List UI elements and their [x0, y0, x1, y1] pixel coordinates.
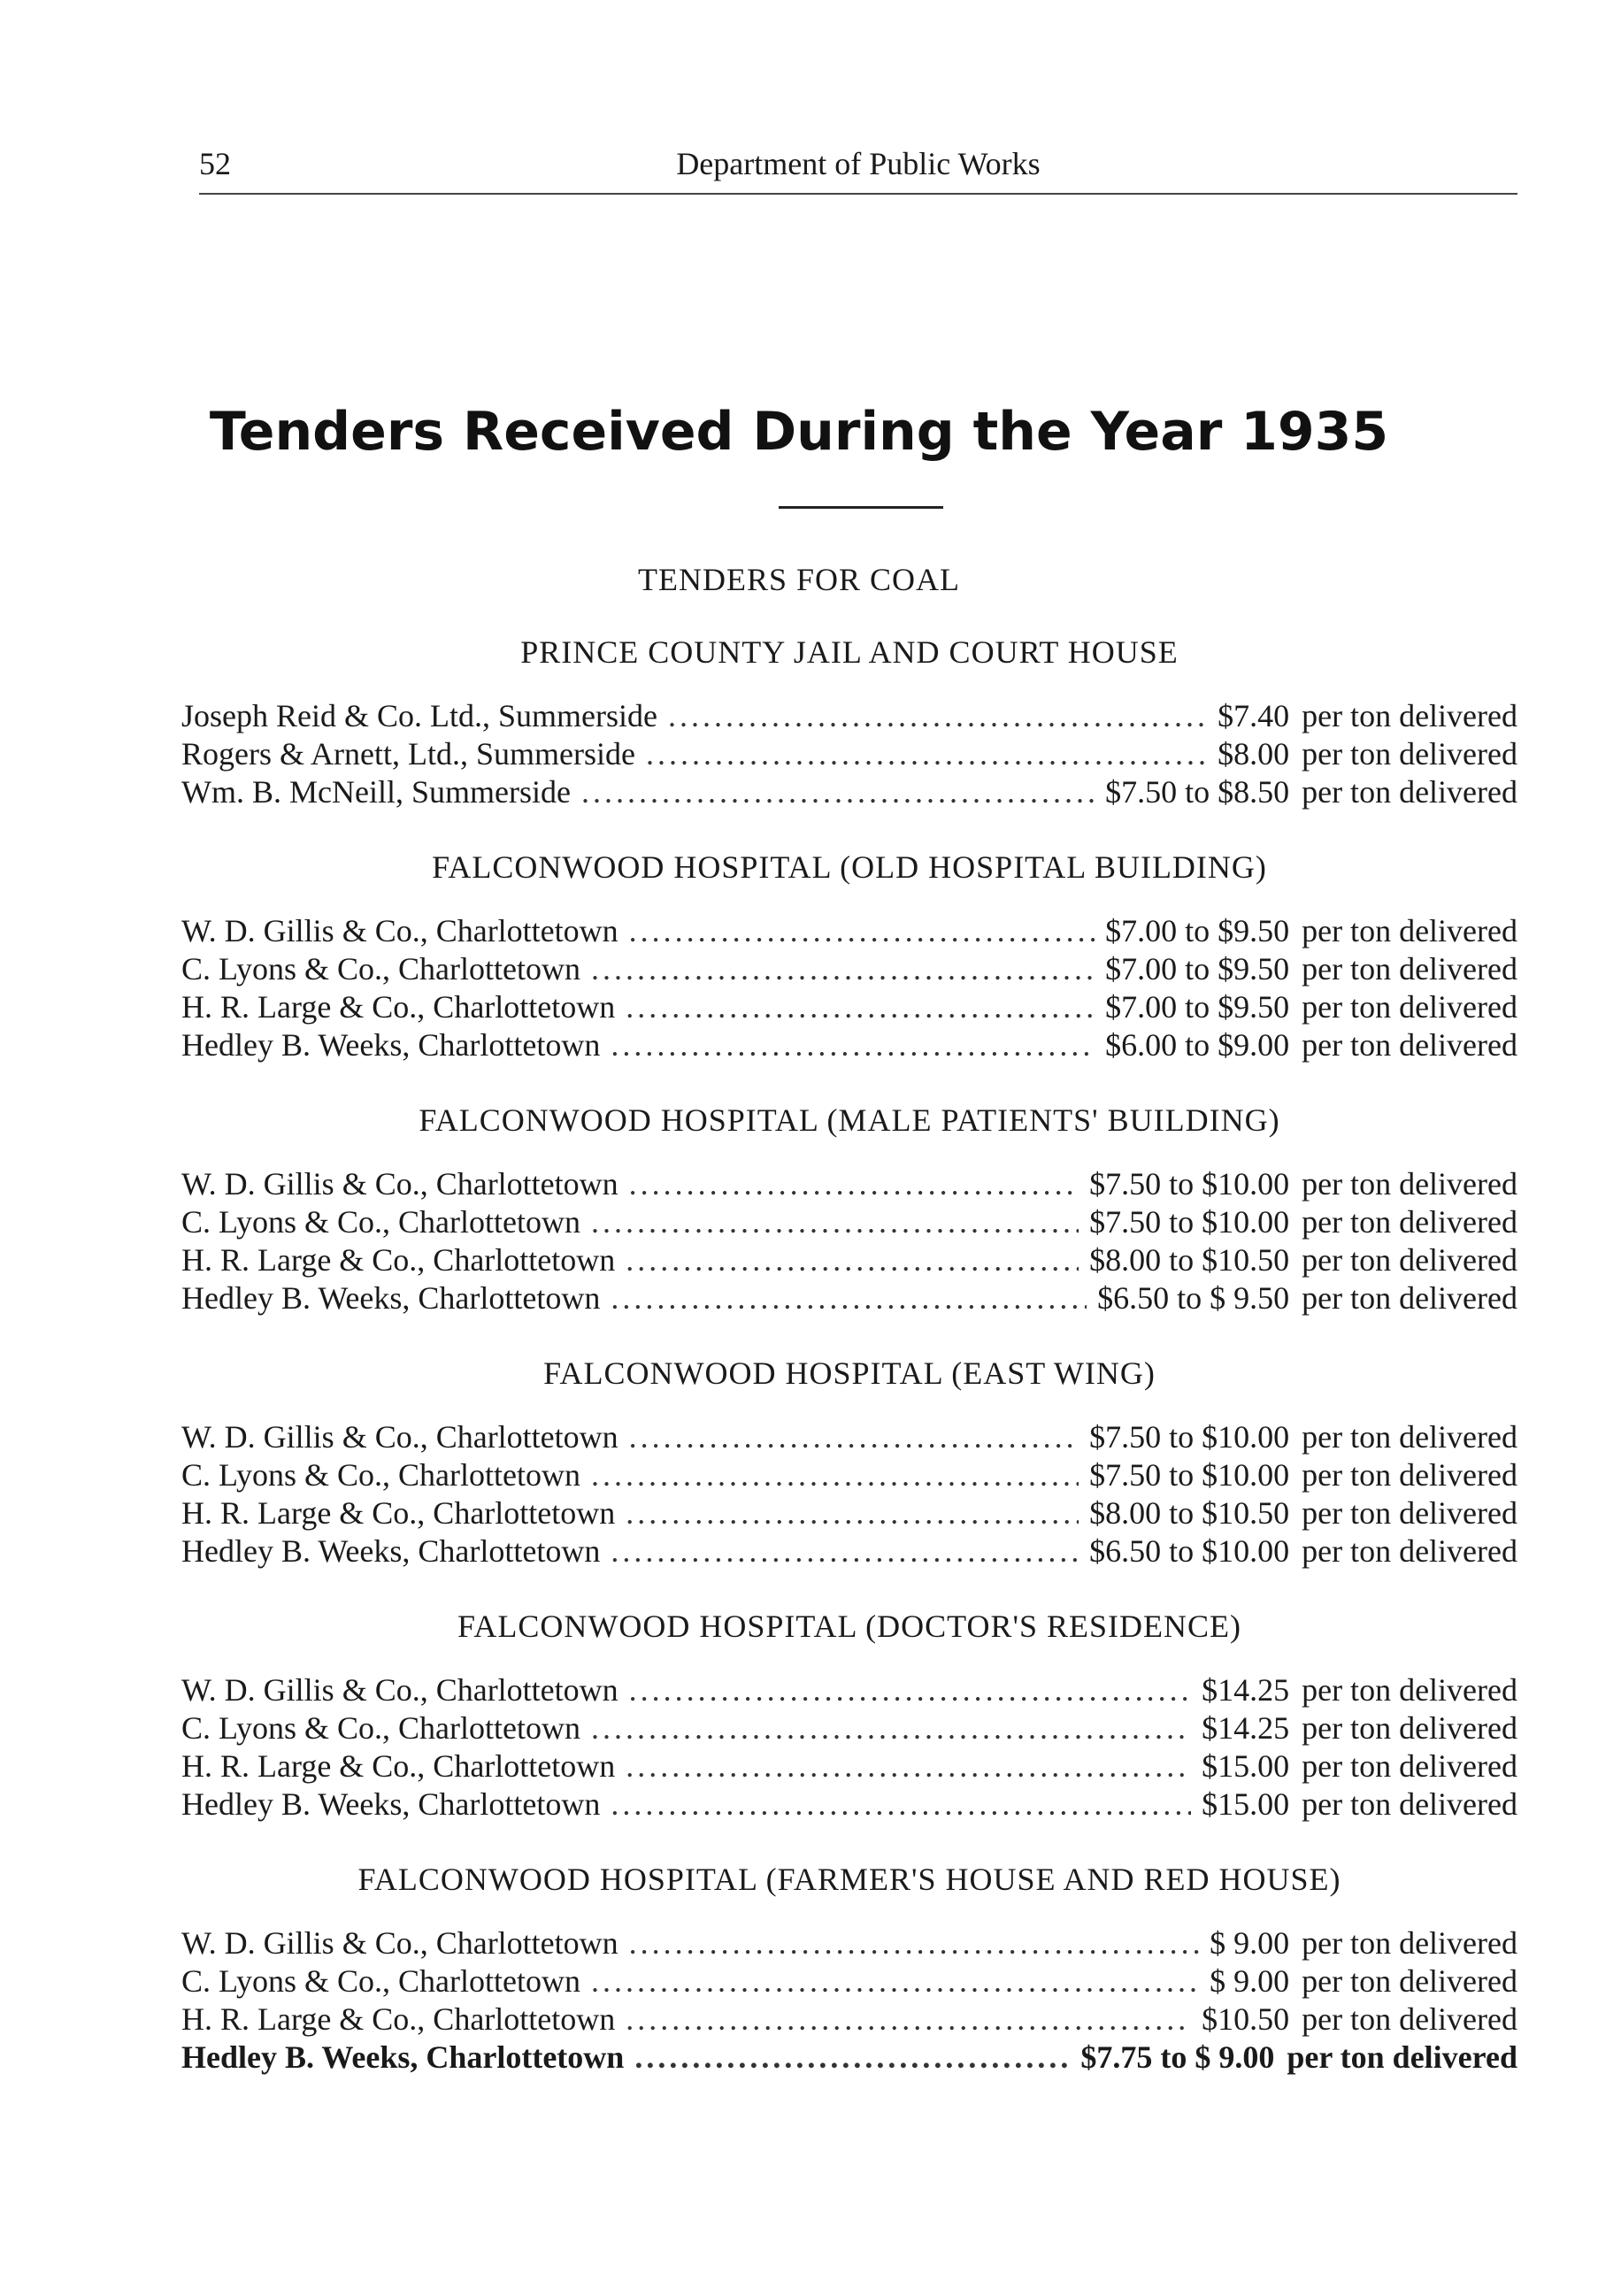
- dot-leader: [626, 1494, 1079, 1532]
- dot-leader: [611, 1785, 1191, 1824]
- tender-price: $14.25: [1202, 1710, 1290, 1746]
- bidder-name: W. D. Gillis & Co., Charlottetown: [181, 1925, 618, 1961]
- tender-terms: per ton delivered: [1302, 1027, 1517, 1063]
- tender-terms: per ton delivered: [1302, 1925, 1517, 1961]
- bidder-name: H. R. Large & Co., Charlottetown: [181, 1495, 616, 1531]
- page-number: 52: [199, 146, 231, 181]
- tender-terms: per ton delivered: [1302, 774, 1517, 810]
- dot-leader: [611, 1279, 1087, 1317]
- tender-terms: per ton delivered: [1302, 736, 1517, 772]
- dot-leader: [611, 1532, 1079, 1570]
- tender-price: $7.50 to $10.00: [1089, 1204, 1290, 1240]
- tender-row: [181, 1962, 1517, 2000]
- tender-list: [181, 1418, 1517, 1570]
- bidder-name: W. D. Gillis & Co., Charlottetown: [181, 1166, 618, 1202]
- bidder-name: Rogers & Arnett, Ltd., Summerside: [181, 736, 635, 772]
- tender-list: [181, 1924, 1517, 2077]
- bidder-name: H. R. Large & Co., Charlottetown: [181, 1242, 616, 1278]
- title-rule: [779, 506, 943, 509]
- tender-list: [181, 1671, 1517, 1824]
- bidder-name: Wm. B. McNeill, Summerside: [181, 774, 571, 810]
- tender-list: [181, 1165, 1517, 1317]
- department-name: Department of Public Works: [676, 146, 1041, 181]
- tender-terms: per ton delivered: [1302, 1166, 1517, 1202]
- dot-leader: [591, 1203, 1079, 1241]
- tender-row: [181, 912, 1517, 950]
- bidder-name: C. Lyons & Co., Charlottetown: [181, 1204, 581, 1240]
- tender-terms: per ton delivered: [1302, 913, 1517, 948]
- tender-price: $14.25: [1202, 1672, 1290, 1708]
- tender-terms: per ton delivered: [1287, 2039, 1517, 2075]
- tender-price: $8.00 to $10.50: [1089, 1495, 1290, 1531]
- section-heading: FALCONWOOD HOSPITAL (DOCTOR'S RESIDENCE): [457, 1609, 1241, 1644]
- tender-price: $7.50 to $10.00: [1089, 1457, 1290, 1493]
- bidder-name: W. D. Gillis & Co., Charlottetown: [181, 1672, 618, 1708]
- dot-leader: [629, 1671, 1191, 1709]
- section-heading: PRINCE COUNTY JAIL AND COURT HOUSE: [520, 634, 1179, 670]
- tender-row: [181, 1279, 1517, 1317]
- dot-leader: [591, 1709, 1191, 1747]
- tender-price: $7.50 to $10.00: [1089, 1419, 1290, 1455]
- bidder-name: C. Lyons & Co., Charlottetown: [181, 1963, 581, 1999]
- dot-leader: [626, 988, 1095, 1026]
- tender-terms: per ton delivered: [1302, 1748, 1517, 1784]
- tender-row: [181, 1456, 1517, 1494]
- tender-price: $7.40: [1218, 698, 1290, 733]
- tender-row: [181, 735, 1517, 773]
- tender-terms: per ton delivered: [1302, 1280, 1517, 1316]
- tender-list: [181, 912, 1517, 1064]
- subject-heading: TENDERS FOR COAL: [637, 562, 961, 597]
- tender-price: $6.00 to $9.00: [1105, 1027, 1290, 1063]
- tender-terms: per ton delivered: [1302, 698, 1517, 733]
- dot-leader: [626, 1747, 1191, 1785]
- tender-list: [181, 697, 1517, 811]
- tender-row: [181, 988, 1517, 1026]
- bidder-name: Hedley B. Weeks, Charlottetown: [181, 1533, 601, 1569]
- dot-leader: [626, 1241, 1079, 1279]
- tender-row: [181, 697, 1517, 735]
- header-rule: [199, 193, 1517, 195]
- tender-price: $7.50 to $10.00: [1089, 1166, 1290, 1202]
- bidder-name: Hedley B. Weeks, Charlottetown: [181, 1280, 601, 1316]
- tender-price: $7.75 to $ 9.00: [1080, 2039, 1275, 2075]
- tender-terms: per ton delivered: [1302, 1672, 1517, 1708]
- tender-price: $8.00 to $10.50: [1089, 1242, 1290, 1278]
- dot-leader: [629, 1418, 1079, 1456]
- tender-price: $15.00: [1202, 1786, 1290, 1822]
- bidder-name: H. R. Large & Co., Charlottetown: [181, 1748, 616, 1784]
- tender-price: $7.00 to $9.50: [1105, 951, 1290, 987]
- dot-leader: [626, 2000, 1191, 2039]
- tender-row: [181, 1026, 1517, 1064]
- tender-price: $7.50 to $8.50: [1105, 774, 1290, 810]
- dot-leader: [611, 1026, 1095, 1064]
- tender-row: [181, 950, 1517, 988]
- tender-terms: per ton delivered: [1302, 2001, 1517, 2037]
- bidder-name: C. Lyons & Co., Charlottetown: [181, 951, 581, 987]
- tender-row: [181, 1924, 1517, 1962]
- tender-terms: per ton delivered: [1302, 1963, 1517, 1999]
- tender-terms: per ton delivered: [1302, 1786, 1517, 1822]
- tender-terms: per ton delivered: [1302, 1533, 1517, 1569]
- tender-price: $10.50: [1202, 2001, 1290, 2037]
- tender-price: $6.50 to $10.00: [1089, 1533, 1290, 1569]
- bidder-name: Hedley B. Weeks, Charlottetown: [181, 2039, 625, 2075]
- tender-row: [181, 1709, 1517, 1747]
- dot-leader: [668, 697, 1207, 735]
- dot-leader: [629, 1165, 1079, 1203]
- tender-terms: per ton delivered: [1302, 1242, 1517, 1278]
- tender-row: [181, 1785, 1517, 1824]
- tender-price: $7.00 to $9.50: [1105, 913, 1290, 948]
- tender-row: [181, 1747, 1517, 1785]
- dot-leader: [591, 1962, 1199, 2000]
- tender-terms: per ton delivered: [1302, 951, 1517, 987]
- bidder-name: W. D. Gillis & Co., Charlottetown: [181, 913, 618, 948]
- tender-terms: per ton delivered: [1302, 1419, 1517, 1455]
- dot-leader: [634, 2039, 1070, 2077]
- tender-price: $ 9.00: [1210, 1925, 1290, 1961]
- bidder-name: H. R. Large & Co., Charlottetown: [181, 2001, 616, 2037]
- tender-row: [181, 1671, 1517, 1709]
- tender-terms: per ton delivered: [1302, 1457, 1517, 1493]
- bidder-name: W. D. Gillis & Co., Charlottetown: [181, 1419, 618, 1455]
- tender-price: $ 9.00: [1210, 1963, 1290, 1999]
- tender-row: [181, 1165, 1517, 1203]
- tender-row: [181, 1494, 1517, 1532]
- tender-row: [181, 1203, 1517, 1241]
- tender-price: $15.00: [1202, 1748, 1290, 1784]
- bidder-name: C. Lyons & Co., Charlottetown: [181, 1457, 581, 1493]
- page-title: Tenders Received During the Year 1935: [209, 401, 1389, 463]
- section-heading: FALCONWOOD HOSPITAL (MALE PATIENTS' BUILDING): [419, 1102, 1280, 1138]
- dot-leader: [629, 912, 1095, 950]
- tender-row: [181, 1418, 1517, 1456]
- dot-leader: [581, 773, 1095, 811]
- bidder-name: Hedley B. Weeks, Charlottetown: [181, 1027, 601, 1063]
- bidder-name: Hedley B. Weeks, Charlottetown: [181, 1786, 601, 1822]
- dot-leader: [591, 1456, 1079, 1494]
- tender-terms: per ton delivered: [1302, 1710, 1517, 1746]
- section-heading: FALCONWOOD HOSPITAL (OLD HOSPITAL BUILDING): [432, 849, 1267, 885]
- dot-leader: [591, 950, 1095, 988]
- tender-row: [181, 1532, 1517, 1570]
- bidder-name: Joseph Reid & Co. Ltd., Summerside: [181, 698, 657, 733]
- bidder-name: C. Lyons & Co., Charlottetown: [181, 1710, 581, 1746]
- dot-leader: [629, 1924, 1199, 1962]
- tender-row: [181, 2000, 1517, 2039]
- section-heading: FALCONWOOD HOSPITAL (EAST WING): [543, 1355, 1156, 1391]
- tender-terms: per ton delivered: [1302, 989, 1517, 1025]
- tender-row: [181, 2039, 1517, 2077]
- tender-sections: [181, 630, 1517, 2110]
- bidder-name: H. R. Large & Co., Charlottetown: [181, 989, 616, 1025]
- tender-terms: per ton delivered: [1302, 1495, 1517, 1531]
- tender-price: $7.00 to $9.50: [1105, 989, 1290, 1025]
- tender-row: [181, 1241, 1517, 1279]
- tender-terms: per ton delivered: [1302, 1204, 1517, 1240]
- dot-leader: [646, 735, 1207, 773]
- tender-price: $8.00: [1218, 736, 1290, 772]
- section-heading: FALCONWOOD HOSPITAL (FARMER'S HOUSE AND RED HOUSE): [357, 1862, 1341, 1897]
- tender-price: $6.50 to $ 9.50: [1097, 1280, 1290, 1316]
- running-head: [199, 142, 1517, 186]
- tender-row: [181, 773, 1517, 811]
